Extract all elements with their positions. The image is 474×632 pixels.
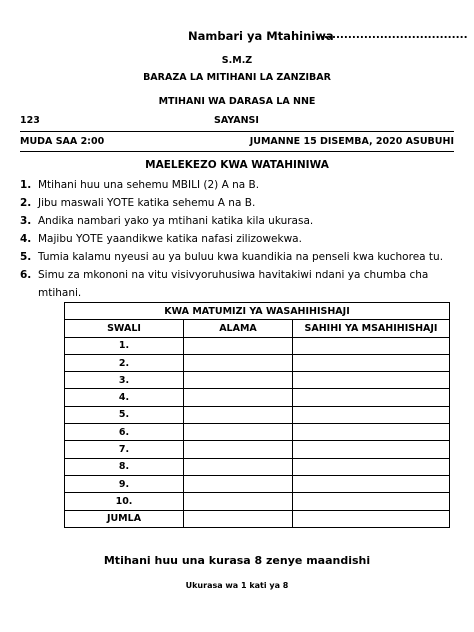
subject-name: SAYANSI bbox=[214, 115, 259, 126]
instruction-item bbox=[20, 176, 450, 194]
table-row bbox=[65, 458, 450, 475]
pages-note: Mtihani huu una kurasa 8 zenye maandishi bbox=[103, 554, 371, 567]
instruction-number: 1. bbox=[20, 179, 32, 191]
instruction-number: 5. bbox=[20, 251, 32, 263]
marks-cell[interactable] bbox=[184, 389, 293, 406]
table-row bbox=[65, 441, 450, 458]
marks-cell[interactable] bbox=[184, 475, 293, 492]
table-row bbox=[65, 372, 450, 389]
table-row bbox=[65, 475, 450, 492]
signature-cell[interactable] bbox=[293, 441, 450, 458]
instructions-title: MAELEKEZO KWA WATAHINIWA bbox=[145, 159, 329, 171]
marks-cell[interactable] bbox=[184, 337, 293, 354]
question-number: 6. bbox=[65, 424, 184, 441]
table-row bbox=[65, 424, 450, 441]
marks-cell[interactable] bbox=[184, 406, 293, 423]
instruction-number: 6. bbox=[20, 269, 32, 281]
page-number: Ukurasa wa 1 kati ya 8 bbox=[185, 581, 289, 590]
marks-cell[interactable] bbox=[184, 372, 293, 389]
instruction-text: Tumia kalamu nyeusi au ya buluu kwa kuandikia na penseli kwa kuchorea tu. bbox=[38, 251, 444, 263]
signature-cell[interactable] bbox=[293, 389, 450, 406]
signature-cell[interactable] bbox=[293, 475, 450, 492]
question-number: 7. bbox=[65, 441, 184, 458]
question-number: 2. bbox=[65, 354, 184, 371]
question-number: 4. bbox=[65, 389, 184, 406]
exam-duration: MUDA SAA 2:00 bbox=[20, 136, 105, 147]
table-row bbox=[65, 354, 450, 371]
instruction-text: Mtihani huu una sehemu MBILI (2) A na B. bbox=[38, 179, 260, 191]
candidate-number-blank[interactable]: ...................................... bbox=[316, 29, 468, 41]
instruction-text: Majibu YOTE yaandikwe katika nafasi zilizowekwa. bbox=[38, 233, 302, 245]
marks-cell[interactable] bbox=[184, 424, 293, 441]
instruction-item bbox=[20, 212, 450, 230]
table-title-row bbox=[65, 303, 450, 320]
marks-cell[interactable] bbox=[184, 441, 293, 458]
instruction-text: Jibu maswali YOTE katika sehemu A na B. bbox=[38, 197, 256, 209]
signature-cell[interactable] bbox=[293, 354, 450, 371]
total-marks-cell[interactable] bbox=[184, 510, 293, 527]
marks-cell[interactable] bbox=[184, 493, 293, 510]
instruction-number: 2. bbox=[20, 197, 32, 209]
instruction-number: 4. bbox=[20, 233, 32, 245]
signature-cell[interactable] bbox=[293, 337, 450, 354]
marks-cell[interactable] bbox=[184, 458, 293, 475]
signature-cell[interactable] bbox=[293, 493, 450, 510]
table-row bbox=[65, 337, 450, 354]
table-title: KWA MATUMIZI YA WASAHIHISHAJI bbox=[65, 303, 450, 320]
instruction-item bbox=[20, 194, 450, 212]
column-header-signature: SAHIHI YA MSAHIHISHAJI bbox=[293, 320, 450, 337]
exam-heading: MTIHANI WA DARASA LA NNE bbox=[158, 96, 316, 107]
instructions-list bbox=[20, 176, 450, 302]
header-divider-bottom bbox=[20, 151, 454, 152]
signature-cell[interactable] bbox=[293, 424, 450, 441]
instruction-item bbox=[20, 266, 450, 302]
header-divider-top bbox=[20, 131, 454, 132]
column-header-marks: ALAMA bbox=[184, 320, 293, 337]
table-row bbox=[65, 493, 450, 510]
candidate-number-label: Nambari ya Mtahiniwa bbox=[188, 29, 334, 43]
question-number: 9. bbox=[65, 475, 184, 492]
signature-cell[interactable] bbox=[293, 406, 450, 423]
instruction-item bbox=[20, 230, 450, 248]
total-row bbox=[65, 510, 450, 527]
council-heading: BARAZA LA MITIHANI LA ZANZIBAR bbox=[143, 72, 331, 83]
total-label: JUMLA bbox=[65, 510, 184, 527]
smz-heading: S.M.Z bbox=[221, 55, 253, 66]
question-number: 3. bbox=[65, 372, 184, 389]
table-row bbox=[65, 389, 450, 406]
total-signature-cell[interactable] bbox=[293, 510, 450, 527]
signature-cell[interactable] bbox=[293, 372, 450, 389]
instruction-text: Andika nambari yako ya mtihani katika kila ukurasa. bbox=[38, 215, 314, 227]
examiner-marks-table bbox=[64, 302, 450, 528]
question-number: 8. bbox=[65, 458, 184, 475]
exam-date: JUMANNE 15 DISEMBA, 2020 ASUBUHI bbox=[249, 136, 454, 147]
table-header-row bbox=[65, 320, 450, 337]
marks-cell[interactable] bbox=[184, 354, 293, 371]
instruction-text: Simu za mkononi na vitu visivyoruhusiwa havitakiwi ndani ya chumba cha mtihani. bbox=[38, 269, 429, 299]
table-row bbox=[65, 406, 450, 423]
column-header-question: SWALI bbox=[65, 320, 184, 337]
subject-code: 123 bbox=[20, 115, 40, 126]
question-number: 10. bbox=[65, 493, 184, 510]
question-number: 5. bbox=[65, 406, 184, 423]
instruction-number: 3. bbox=[20, 215, 32, 227]
question-number: 1. bbox=[65, 337, 184, 354]
signature-cell[interactable] bbox=[293, 458, 450, 475]
instruction-item bbox=[20, 248, 450, 266]
